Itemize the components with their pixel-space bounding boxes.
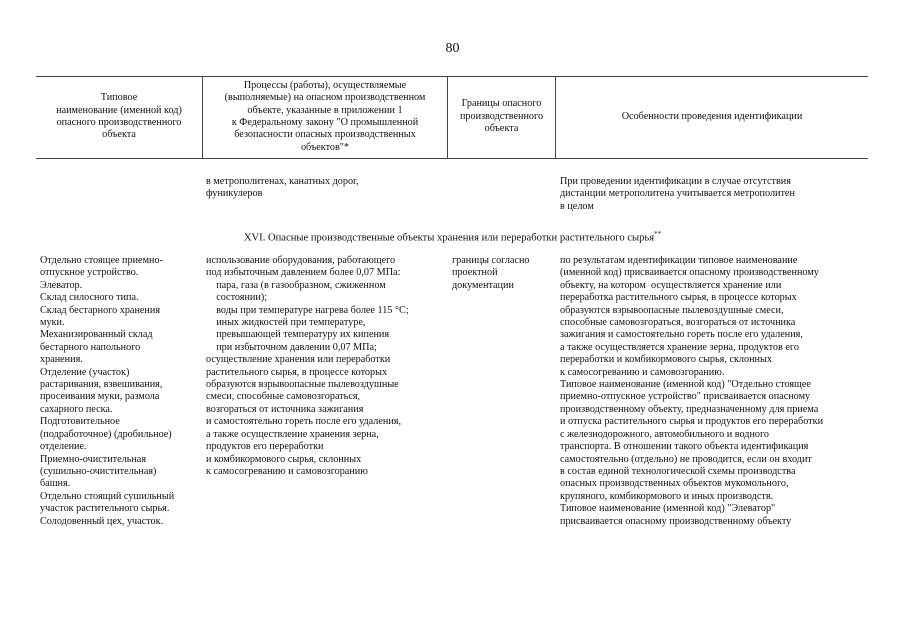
section-title: [0, 230, 905, 244]
text-line: муки.: [40, 317, 65, 329]
text-line: Подготовительное: [40, 416, 120, 428]
text-line: фуникулеров: [206, 188, 263, 200]
footnote-marker: **: [654, 230, 662, 238]
text-line: (сушильно-очистительная): [40, 465, 157, 477]
text-line: присваивается опасному производственному объекту: [560, 515, 792, 527]
header-processes: [203, 76, 447, 158]
text-line: наименование (именной код): [56, 104, 182, 116]
text-line: бестарного напольного: [40, 341, 141, 353]
header-object-name: [36, 76, 202, 158]
text-line: сахарного песка.: [40, 403, 113, 415]
object-names-cell: [40, 255, 174, 528]
text-line: Типовое: [100, 92, 138, 104]
text-line: Склад силосного типа.: [40, 292, 139, 304]
text-line: объекта: [102, 129, 136, 141]
continuation-identification: [560, 176, 795, 213]
text-line: крупяного, комбикормового и иных производств.: [560, 490, 774, 502]
text-line: в состав единой технологической схемы производства: [560, 465, 796, 477]
text-line: Отделение (участок): [40, 366, 130, 378]
text-line: а также осуществляется хранение зерна, продуктов его: [560, 341, 799, 353]
text-line: при избыточном давлении 0,07 МПа;: [206, 341, 377, 353]
text-line: Процессы (работы), осуществляемые: [243, 79, 407, 91]
table-header-rule: [36, 158, 868, 159]
text-line: безопасности опасных производственных: [234, 129, 416, 141]
text-line: хранения.: [40, 354, 83, 366]
text-line: использование оборудования, работающего: [206, 255, 396, 266]
text-line: самостоятельно (отдельно) не проводится, если он входит: [560, 453, 812, 465]
text-line: под избыточным давлением более 0,07 МПа:: [206, 267, 401, 279]
header-boundaries: [448, 76, 555, 158]
identification-cell: [560, 255, 823, 528]
text-line: объекте, указанные в приложении 1: [247, 104, 403, 116]
text-line: дистанции метрополитена учитывается метрополитен: [560, 188, 795, 200]
text-line: и комбикормового сырья, склонных: [206, 453, 362, 465]
text-line: Границы опасного: [461, 98, 542, 110]
text-line: и самостоятельно гореть после его удаления,: [206, 416, 402, 428]
text-line: Типовое наименование (именной код) "Отдельно стоящее: [560, 379, 811, 391]
text-line: растительного сырья, в процессе которых: [206, 366, 388, 378]
text-line: Механизированный склад: [40, 329, 153, 341]
text-line: воды при температуре нагрева более 115 °C;: [206, 304, 409, 316]
text-line: растаривания, взвешивания,: [40, 379, 163, 391]
text-line: смеси, способные самовозгораться,: [206, 391, 361, 403]
text-line: Отдельно стоящий сушильный: [40, 490, 175, 502]
text-line: опасных производственных объектов мукомольного,: [560, 478, 789, 490]
text-line: состоянии);: [206, 292, 268, 304]
text-line: в метрополитенах, канатных дорог,: [206, 176, 359, 187]
text-line: опасного производственного: [56, 117, 182, 128]
header-identification: [556, 76, 868, 158]
text-line: производственному объекту, предназначенному для приема: [560, 403, 819, 415]
text-line: в целом: [560, 200, 594, 212]
text-line: просеивания муки, размола: [40, 391, 160, 403]
text-line: переработки и комбикормового сырья, склонных: [560, 354, 772, 366]
processes-cell: [206, 255, 409, 478]
text-line: и отпуска растительного сырья и продуктов его переработки: [560, 416, 824, 428]
text-line: образуются взрывоопасные пылевоздушные: [206, 379, 399, 391]
text-line: к самосогреванию и самовозгоранию.: [560, 366, 725, 378]
text-line: документации: [452, 279, 514, 291]
text-line: транспорта. В отношении такого объекта идентификация: [560, 441, 809, 453]
text-line: производственного: [459, 110, 544, 122]
text-line: способные самовозгораться, возгораться от источника: [560, 317, 796, 329]
text-line: возгораться от источника зажигания: [206, 403, 364, 415]
text-line: (подработочное) (дробильное): [40, 428, 172, 440]
text-line: к самосогреванию и самовозгоранию: [206, 465, 368, 477]
section-title-text: XVI. Опасные производственные объекты хранения или переработки растительного сырья: [243, 232, 655, 244]
text-line: башня.: [40, 478, 71, 490]
text-line: объекту, на котором осуществляется хранение или: [560, 279, 782, 291]
text-line: Солодовенный цех, участок.: [40, 515, 164, 527]
text-line: с железнодорожного, автомобильного и водного: [560, 428, 770, 440]
text-line: отпускное устройство.: [40, 267, 139, 279]
text-line: Отдельно стоящее приемно-: [40, 255, 163, 266]
text-line: проектной: [452, 267, 498, 279]
text-line: а также осуществление хранения зерна,: [206, 428, 379, 440]
text-line: отделение.: [40, 441, 87, 453]
text-line: границы согласно: [452, 255, 530, 266]
text-line: образуются взрывоопасные пылевоздушные смеси,: [560, 304, 784, 316]
text-line: пара, газа (в газообразном, сжиженном: [206, 279, 386, 291]
text-line: продуктов его переработки: [206, 441, 324, 453]
text-line: объекта: [484, 123, 519, 135]
text-line: зажигания и самостоятельно гореть после его удаления,: [560, 329, 803, 341]
text-line: (именной код) присваивается опасному производственному: [560, 267, 819, 279]
text-line: по результатам идентификации типовое наименование: [560, 255, 798, 266]
text-line: Склад бестарного хранения: [40, 304, 161, 316]
text-line: переработка растительного сырья, в процессе которых: [560, 292, 797, 304]
boundaries-cell: [452, 255, 530, 292]
text-line: объектов"*: [300, 141, 350, 153]
text-line: иных жидкостей при температуре,: [206, 317, 366, 329]
page-number: 80: [445, 41, 460, 56]
text-line: (выполняемые) на опасном производственном: [224, 92, 426, 104]
text-line: Приемно-очистительная: [40, 453, 147, 465]
text-line: осуществление хранения или переработки: [206, 354, 391, 366]
continuation-processes: [206, 176, 359, 201]
text-line: Типовое наименование (именной код) "Элеватор": [560, 503, 776, 515]
text-line: Особенности проведения идентификации: [621, 110, 803, 122]
text-line: к Федеральному закону "О промышленной: [231, 117, 419, 128]
text-line: превышающей температуру их кипения: [206, 329, 390, 341]
text-line: При проведении идентификации в случае отсутствия: [560, 176, 791, 187]
text-line: приемно-отпускное устройство" присваивается опасному: [560, 391, 811, 403]
text-line: участок растительного сырья.: [40, 503, 170, 515]
text-line: Элеватор.: [40, 279, 83, 291]
